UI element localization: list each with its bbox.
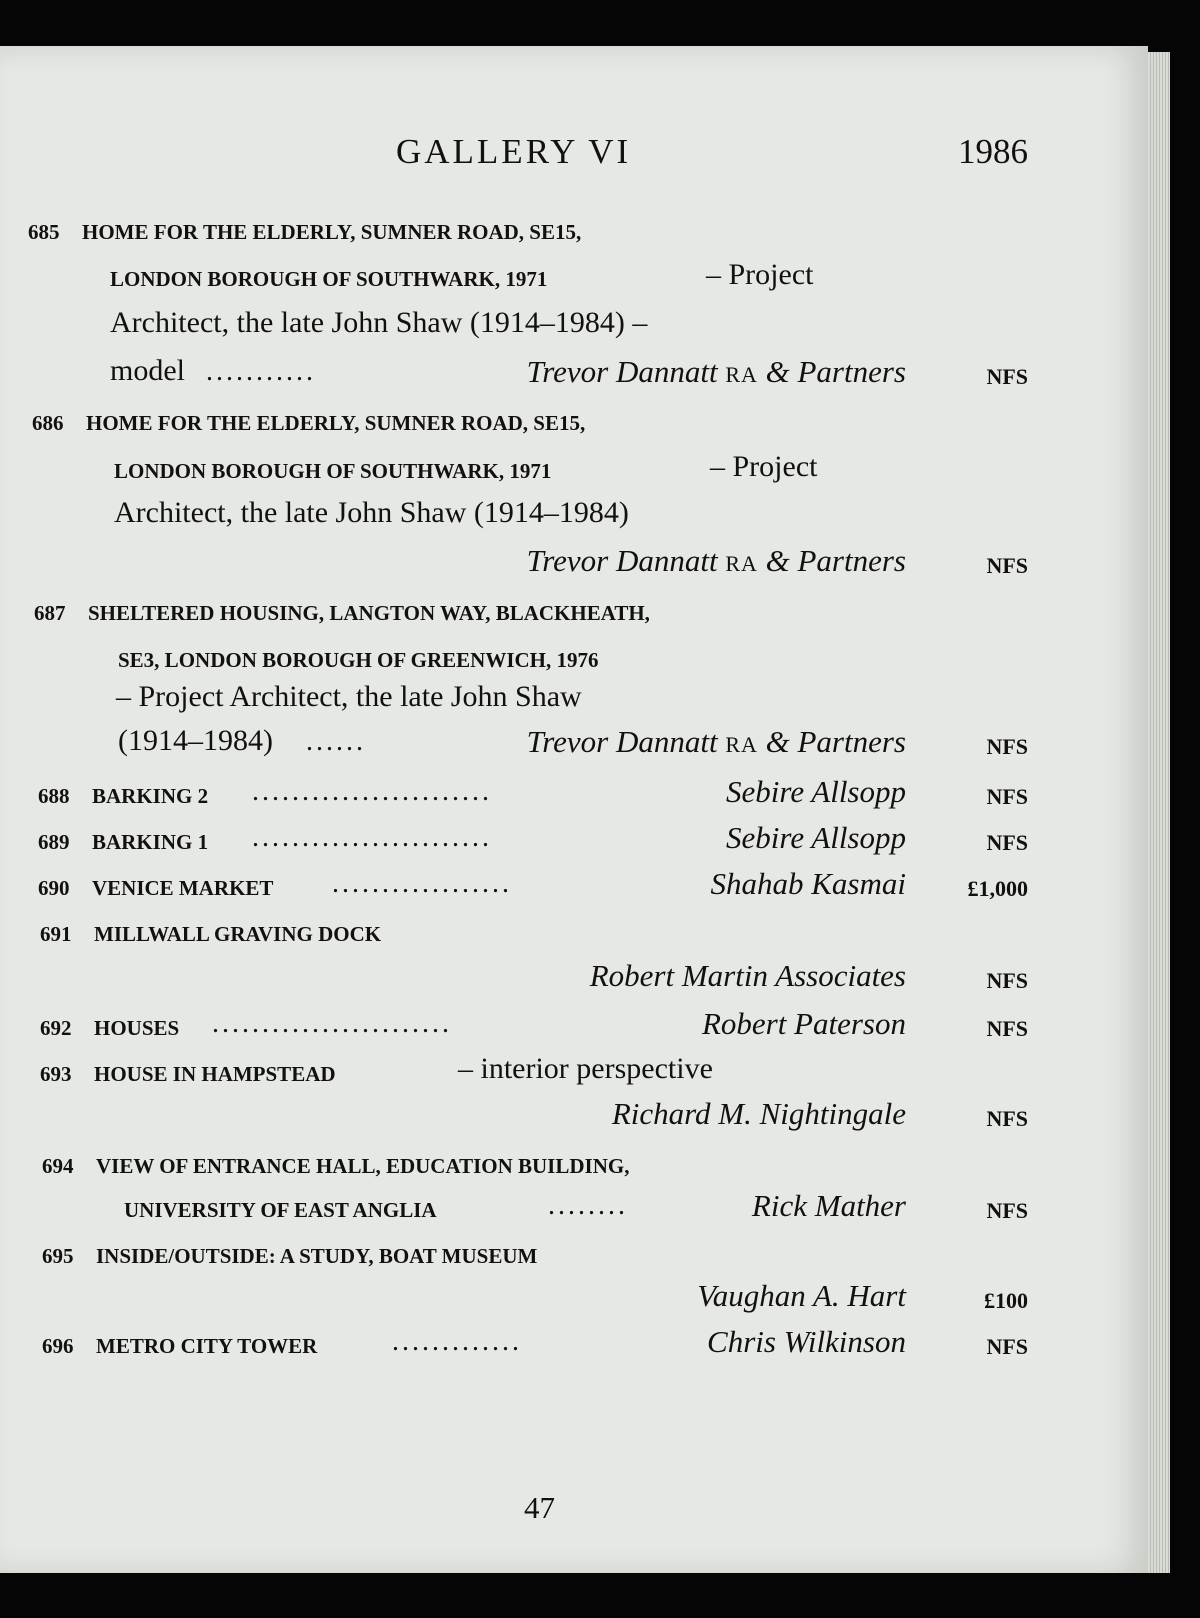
entry-title: HOUSES — [94, 1016, 180, 1040]
entry-685-line-1 — [0, 212, 1148, 260]
entry-number: 691 — [40, 922, 72, 946]
entry-689 — [0, 820, 1148, 868]
entry-description: Architect, the late John Shaw (1914–1984) – — [110, 306, 648, 339]
entry-title: HOME FOR THE ELDERLY, SUMNER ROAD, SE15, — [82, 220, 582, 244]
entry-title: SHELTERED HOUSING, LANGTON WAY, BLACKHEATH, — [88, 601, 650, 625]
entry-685-line-4 — [0, 354, 1148, 402]
entry-description: – interior perspective — [458, 1052, 713, 1085]
dot-leader: ........................ — [252, 822, 492, 853]
dot-leader: ........................ — [252, 776, 492, 807]
entry-artist: Sebire Allsopp — [726, 820, 906, 855]
entry-692 — [0, 1006, 1148, 1054]
entry-title: METRO CITY TOWER — [96, 1334, 318, 1358]
entry-686-line-4 — [0, 543, 1148, 591]
entry-description: (1914–1984) — [118, 724, 273, 757]
entry-title: BARKING 1 — [92, 830, 209, 854]
entry-artist: Chris Wilkinson — [707, 1324, 906, 1359]
entry-price: NFS — [986, 364, 1028, 389]
entry-artist: Robert Martin Associates — [589, 958, 906, 993]
entry-price: NFS — [986, 1198, 1028, 1223]
entry-price: NFS — [986, 734, 1028, 759]
entry-title-continued: SE3, LONDON BOROUGH OF GREENWICH, 1976 — [118, 648, 599, 672]
entry-686-line-3 — [0, 496, 1148, 544]
entry-number: 687 — [34, 601, 66, 625]
entry-693-line-1 — [0, 1052, 1148, 1100]
entry-artist: Shahab Kasmai — [710, 866, 906, 901]
entry-description: – Project — [706, 258, 814, 291]
entry-title: VENICE MARKET — [92, 876, 274, 900]
entry-number: 693 — [40, 1062, 72, 1086]
entry-685-line-3 — [0, 306, 1148, 354]
dot-leader: .................. — [332, 868, 512, 899]
entry-number: 688 — [38, 784, 70, 808]
entry-description: Architect, the late John Shaw (1914–1984) — [114, 496, 629, 529]
entry-description: – Project — [710, 450, 818, 483]
dot-leader: ............. — [392, 1326, 522, 1357]
entry-description: – Project Architect, the late John Shaw — [116, 680, 582, 713]
entry-price: NFS — [986, 553, 1028, 578]
entry-686-line-2 — [0, 450, 1148, 498]
entry-artist: Vaughan A. Hart — [697, 1278, 906, 1313]
entry-title: HOUSE IN HAMPSTEAD — [94, 1062, 336, 1086]
entry-686-line-1 — [0, 402, 1148, 450]
entry-number: 692 — [40, 1016, 72, 1040]
entry-price: NFS — [986, 1016, 1028, 1041]
dot-leader: ........... — [206, 356, 316, 387]
entry-number: 686 — [32, 411, 64, 435]
entry-price: £100 — [984, 1288, 1028, 1313]
entry-688 — [0, 774, 1148, 822]
dot-leader: ........................ — [212, 1008, 452, 1039]
entry-title: BARKING 2 — [92, 784, 209, 808]
entry-artist: Trevor Dannatt RA & Partners — [526, 354, 906, 389]
entry-price: NFS — [986, 830, 1028, 855]
entry-694-line-1 — [0, 1144, 1148, 1192]
entry-number: 694 — [42, 1154, 74, 1178]
entry-695-line-2 — [0, 1278, 1148, 1326]
entry-artist: Robert Paterson — [701, 1006, 906, 1041]
entry-price: NFS — [986, 1334, 1028, 1359]
entry-693-line-2 — [0, 1096, 1148, 1144]
entry-artist: Trevor Dannatt RA & Partners — [526, 724, 906, 759]
entry-title-continued: LONDON BOROUGH OF SOUTHWARK, 1971 — [114, 459, 552, 483]
entry-685-line-2 — [0, 258, 1148, 306]
entry-title: MILLWALL GRAVING DOCK — [94, 922, 382, 946]
entry-price: NFS — [986, 784, 1028, 809]
entry-695-line-1 — [0, 1234, 1148, 1282]
entry-title: HOME FOR THE ELDERLY, SUMNER ROAD, SE15, — [86, 411, 586, 435]
entry-691-line-2 — [0, 958, 1148, 1006]
entry-title-continued: UNIVERSITY OF EAST ANGLIA — [124, 1198, 437, 1222]
entry-price: NFS — [986, 1106, 1028, 1131]
entry-690 — [0, 866, 1148, 914]
entry-price: NFS — [986, 968, 1028, 993]
entry-696 — [0, 1324, 1148, 1372]
entry-title: VIEW OF ENTRANCE HALL, EDUCATION BUILDING, — [96, 1154, 630, 1178]
page-number: 47 — [524, 1490, 555, 1525]
gallery-title: GALLERY VI — [396, 132, 632, 171]
entry-number: 685 — [28, 220, 60, 244]
entry-artist: Sebire Allsopp — [726, 774, 906, 809]
entry-number: 689 — [38, 830, 70, 854]
dot-leader: ...... — [306, 726, 366, 757]
entry-description: model — [110, 354, 185, 387]
entry-number: 695 — [42, 1244, 74, 1268]
entry-title-continued: LONDON BOROUGH OF SOUTHWARK, 1971 — [110, 267, 548, 291]
catalogue-year: 1986 — [958, 132, 1028, 171]
entry-687-line-3 — [0, 680, 1148, 728]
entry-number: 696 — [42, 1334, 74, 1358]
entry-artist: Trevor Dannatt RA & Partners — [526, 543, 906, 578]
entry-694-line-2 — [0, 1188, 1148, 1236]
entry-price: £1,000 — [967, 876, 1028, 901]
entry-artist: Richard M. Nightingale — [611, 1096, 906, 1131]
entry-title: INSIDE/OUTSIDE: A STUDY, BOAT MUSEUM — [96, 1244, 538, 1268]
entry-691-line-1 — [0, 912, 1148, 960]
dot-leader: ........ — [548, 1190, 628, 1221]
page-edge — [1148, 52, 1170, 1573]
entry-number: 690 — [38, 876, 70, 900]
entry-687-line-1 — [0, 593, 1148, 641]
entry-artist: Rick Mather — [751, 1188, 906, 1223]
entry-687-line-4 — [0, 724, 1148, 772]
